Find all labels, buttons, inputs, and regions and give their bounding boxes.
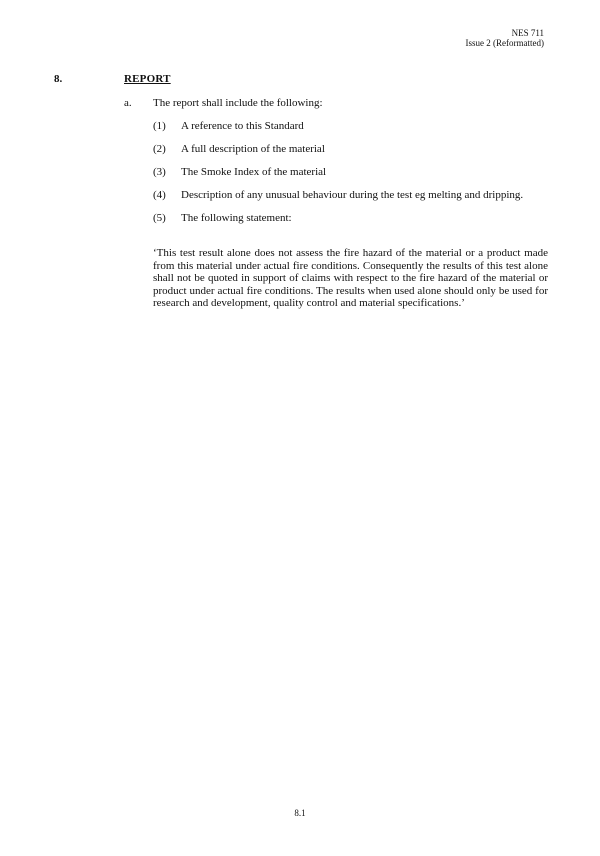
list-item: [153, 189, 548, 201]
list-item-number: (5): [153, 212, 166, 224]
section-title: REPORT: [124, 73, 171, 85]
document-id: NES 711: [511, 28, 544, 38]
page-header: [466, 28, 544, 48]
list-item: [153, 166, 548, 178]
list-item: [153, 143, 548, 155]
list-item-text: A full description of the material: [181, 143, 325, 155]
section-number: 8.: [54, 73, 63, 85]
list-item-number: (2): [153, 143, 166, 155]
required-statement-paragraph: ‘This test result alone does not assess the fire hazard of the material or a product made from this material under actual fire conditions. Consequently the results of this test alone shall not be quoted in support of claims with respect to the fire hazard of the material or product under actual fire conditions. The results when used alone should only be used for research and development, quality control and material specifications.’: [153, 247, 548, 310]
list-item-number: (3): [153, 166, 166, 178]
page-number: 8.1: [294, 808, 306, 818]
list-item: [153, 212, 548, 224]
document-issue: Issue 2 (Reformatted): [465, 38, 544, 48]
list-item-text: Description of any unusual behaviour during the test eg melting and dripping.: [181, 189, 524, 201]
list-item: [153, 120, 548, 132]
report-requirements-list: [153, 120, 548, 235]
item-a-letter: a.: [124, 97, 132, 109]
list-item-number: (4): [153, 189, 166, 201]
list-item-text: The following statement:: [181, 212, 292, 224]
list-item-text: A reference to this Standard: [181, 120, 304, 132]
list-item-text: The Smoke Index of the material: [181, 166, 327, 178]
item-a-text: The report shall include the following:: [153, 97, 323, 109]
list-item-number: (1): [153, 120, 166, 132]
